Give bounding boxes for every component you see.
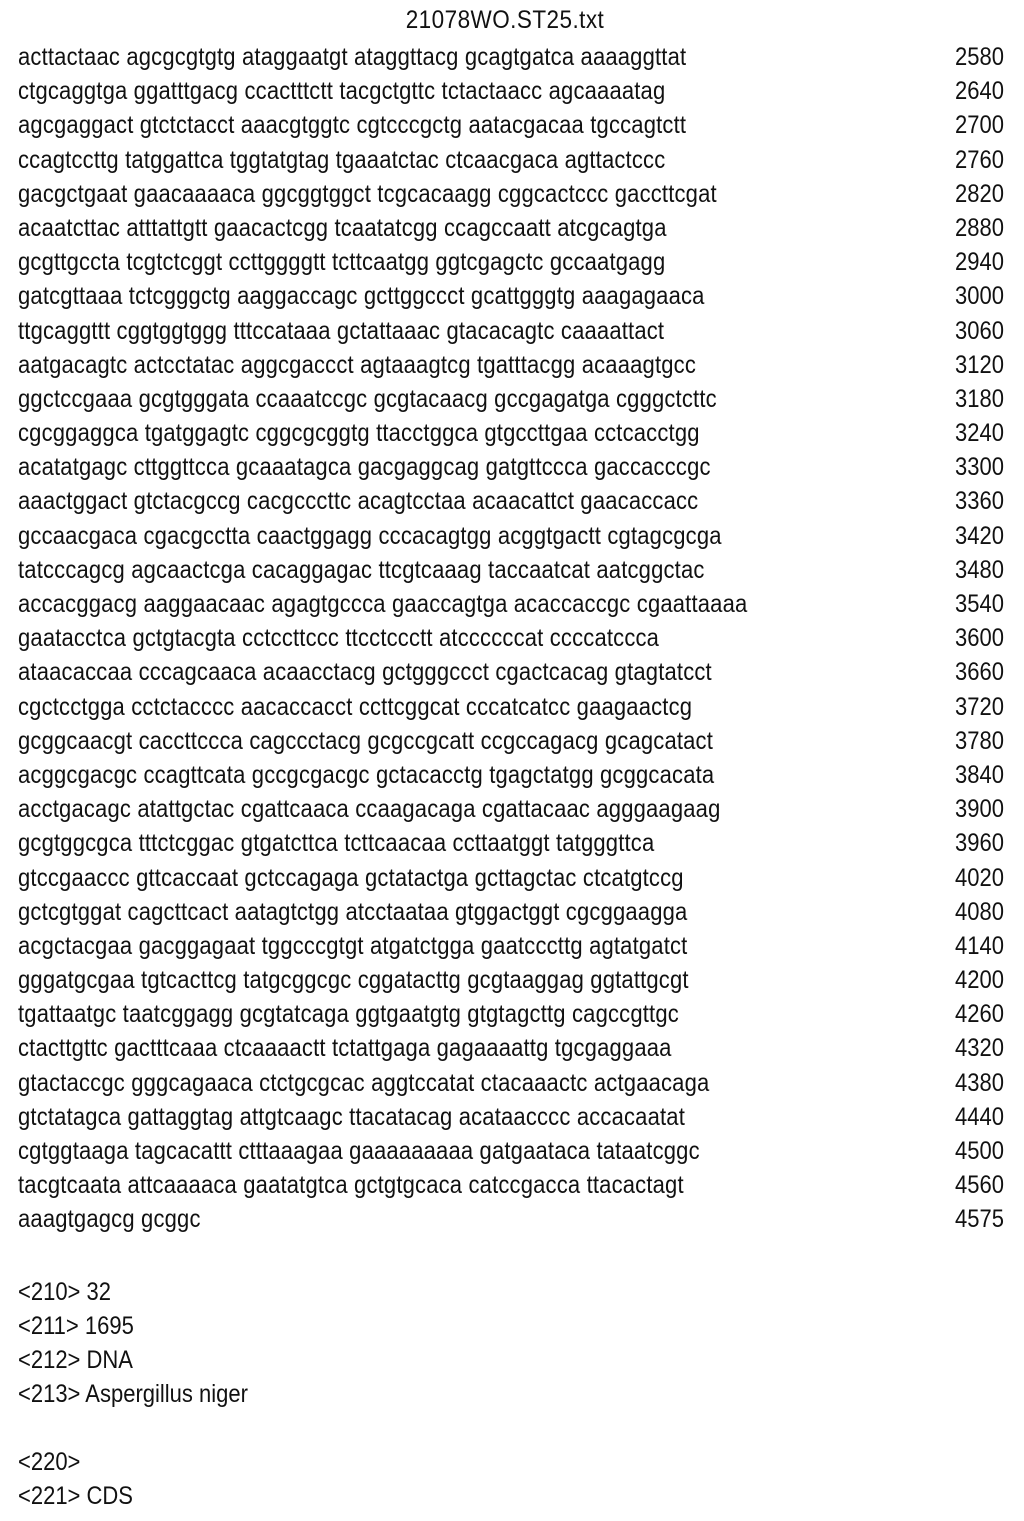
sequence-text: ttgcaggttt cggtggtggg tttccataaa gctattaaac gtacacagtc caaaattact xyxy=(18,316,665,345)
sequence-row xyxy=(18,1100,1008,1134)
sequence-row xyxy=(18,1066,1008,1100)
sequence-row xyxy=(18,826,1008,860)
sequence-text: gtctatagca gattaggtag attgtcaagc ttacatacag acataacccc accacaatat xyxy=(18,1102,685,1131)
sequence-position: 2580 xyxy=(955,43,1004,71)
sequence-position: 4020 xyxy=(955,863,1004,892)
sequence-position: 4380 xyxy=(955,1068,1004,1097)
sequence-position: 3600 xyxy=(955,624,1004,653)
field-211-line: <211> 1695 xyxy=(18,1312,134,1340)
sequence-row xyxy=(18,621,1008,655)
sequence-text: tatcccagcg agcaactcga cacaggagac ttcgtcaaag taccaatcat aatcggctac xyxy=(18,555,705,584)
sequence-text: gctcgtggat cagcttcact aatagtctgg atcctaataa gtggactggt cgcggaagga xyxy=(18,897,688,926)
sequence-position: 4500 xyxy=(955,1137,1004,1165)
sequence-text: accacggacg aaggaacaac agagtgccca gaaccagtga acaccaccgc cgaattaaaa xyxy=(18,590,748,618)
sequence-text: gtactaccgc gggcagaaca ctctgcgcac aggtccatat ctacaaactc actgaacaga xyxy=(18,1068,710,1097)
sequence-row xyxy=(18,895,1008,929)
sequence-position: 4575 xyxy=(955,1205,1004,1234)
sequence-position: 2640 xyxy=(955,77,1004,106)
sequence-row xyxy=(18,792,1008,826)
sequence-text: ataacaccaa cccagcaaca acaacctacg gctgggccct cgactcacag gtagtatcct xyxy=(18,658,712,687)
sequence-row xyxy=(18,40,1008,74)
sequence-position: 3660 xyxy=(955,658,1004,687)
sequence-row xyxy=(18,1031,1008,1065)
field-213-line: <213> Aspergillus niger xyxy=(18,1380,248,1408)
sequence-text: acttactaac agcgcgtgtg ataggaatgt ataggttacg gcagtgatca aaaaggttat xyxy=(18,43,687,71)
sequence-row xyxy=(18,963,1008,997)
sequence-text: aatgacagtc actcctatac aggcgaccct agtaaagtcg tgatttacgg acaaagtgcc xyxy=(18,350,696,379)
sequence-text: ccagtccttg tatggattca tggtatgtag tgaaatctac ctcaacgaca agttactccc xyxy=(18,145,666,174)
sequence-row xyxy=(18,450,1008,484)
sequence-position: 3900 xyxy=(955,795,1004,824)
sequence-row xyxy=(18,690,1008,724)
sequence-row xyxy=(18,655,1008,689)
sequence-position: 3540 xyxy=(955,590,1004,618)
sequence-position: 3180 xyxy=(955,384,1004,413)
sequence-text: tacgtcaata attcaaaaca gaatatgtca gctgtgcaca catccgacca ttacactagt xyxy=(18,1171,684,1200)
sequence-position: 3780 xyxy=(955,726,1004,755)
sequence-position: 3840 xyxy=(955,760,1004,789)
sequence-text: gatcgttaaa tctcgggctg aaggaccagc gcttggccct gcattgggtg aaagagaaca xyxy=(18,282,705,311)
sequence-row xyxy=(18,348,1008,382)
sequence-text: gtccgaaccc gttcaccaat gctccagaga gctatactga gcttagctac ctcatgtccg xyxy=(18,863,684,892)
sequence-text: ctacttgttc gactttcaaa ctcaaaactt tctattgaga gagaaaattg tgcgaggaaa xyxy=(18,1034,672,1063)
sequence-text: gcgttgccta tcgtctcggt ccttggggtt tcttcaatgg ggtcgagctc gccaatgagg xyxy=(18,248,666,277)
sequence-row xyxy=(18,484,1008,518)
sequence-text: gaatacctca gctgtacgta cctccttccc ttcctccctt atccccccat ccccatccca xyxy=(18,624,660,653)
sequence-position: 2700 xyxy=(955,111,1004,140)
sequence-text: acatatgagc cttggttcca gcaaatagca gacgaggcag gatgttccca gaccacccgc xyxy=(18,453,711,482)
sequence-row xyxy=(18,416,1008,450)
sequence-row xyxy=(18,861,1008,895)
sequence-row xyxy=(18,1168,1008,1202)
sequence-position: 4260 xyxy=(955,1000,1004,1029)
sequence-position: 3720 xyxy=(955,692,1004,721)
sequence-position: 3960 xyxy=(955,829,1004,858)
sequence-position: 3000 xyxy=(955,282,1004,311)
sequence-text: cgcggaggca tgatggagtc cggcgcggtg ttacctggca gtgccttgaa cctcacctgg xyxy=(18,419,700,448)
sequence-row xyxy=(18,211,1008,245)
sequence-text: acctgacagc atattgctac cgattcaaca ccaagacaga cgattacaac agggaagaag xyxy=(18,795,721,824)
sequence-text: ctgcaggtga ggatttgacg ccactttctt tacgctgttc tctactaacc agcaaaatag xyxy=(18,77,666,106)
sequence-text: gcgtggcgca tttctcggac gtgatcttca tcttcaacaa ccttaatggt tatgggttca xyxy=(18,829,655,858)
sequence-text: acggcgacgc ccagttcata gccgcgacgc gctacacctg tgagctatgg gcggcacata xyxy=(18,760,715,789)
sequence-row xyxy=(18,245,1008,279)
sequence-position: 3360 xyxy=(955,487,1004,516)
sequence-row xyxy=(18,108,1008,142)
field-221-line: <221> CDS xyxy=(18,1482,133,1510)
sequence-position: 4560 xyxy=(955,1171,1004,1200)
sequence-text: gacgctgaat gaacaaaaca ggcggtggct tcgcacaagg cggcactccc gaccttcgat xyxy=(18,179,717,208)
sequence-text: acgctacgaa gacggagaat tggcccgtgt atgatctgga gaatcccttg agtatgatct xyxy=(18,931,688,960)
sequence-position: 3060 xyxy=(955,316,1004,345)
document-title: 21078WO.ST25.txt xyxy=(405,6,605,34)
sequence-row xyxy=(18,143,1008,177)
sequence-text: aaagtgagcg gcggc xyxy=(18,1205,201,1234)
sequence-text: gggatgcgaa tgtcacttcg tatgcggcgc cggatacttg gcgtaaggag ggtattgcgt xyxy=(18,966,689,995)
sequence-text: gccaacgaca cgacgcctta caactggagg cccacagtgg acggtgactt cgtagcgcga xyxy=(18,521,722,550)
sequence-row xyxy=(18,758,1008,792)
sequence-position: 4140 xyxy=(955,931,1004,960)
sequence-position: 2760 xyxy=(955,145,1004,174)
sequence-position: 2880 xyxy=(955,213,1004,242)
sequence-row xyxy=(18,519,1008,553)
sequence-position: 3300 xyxy=(955,453,1004,482)
field-210-line: <210> 32 xyxy=(18,1278,111,1306)
sequence-position: 4320 xyxy=(955,1034,1004,1063)
sequence-position: 3480 xyxy=(955,555,1004,584)
field-212-line: <212> DNA xyxy=(18,1346,133,1374)
sequence-text: tgattaatgc taatcggagg gcgtatcaga ggtgaatgtg gtgtagcttg cagccgttgc xyxy=(18,1000,679,1029)
sequence-text: acaatcttac atttattgtt gaacactcgg tcaatatcgg ccagccaatt atcgcagtga xyxy=(18,213,667,242)
sequence-row xyxy=(18,314,1008,348)
sequence-text: agcgaggact gtctctacct aaacgtggtc cgtcccgctg aatacgacaa tgccagtctt xyxy=(18,111,687,140)
sequence-text: ggctccgaaa gcgtgggata ccaaatccgc gcgtacaacg gccgagatga cgggctcttc xyxy=(18,384,717,413)
sequence-text: cgtggtaaga tagcacattt ctttaaagaa gaaaaaaaaa gatgaataca tataatcggc xyxy=(18,1137,700,1165)
sequence-position: 3420 xyxy=(955,521,1004,550)
sequence-position: 3240 xyxy=(955,419,1004,448)
sequence-text: gcggcaacgt caccttccca cagccctacg gcgccgcatt ccgccagacg gcagcatact xyxy=(18,726,714,755)
sequence-row xyxy=(18,177,1008,211)
sequence-position: 2940 xyxy=(955,248,1004,277)
sequence-position: 2820 xyxy=(955,179,1004,208)
sequence-row xyxy=(18,587,1008,621)
sequence-position: 3120 xyxy=(955,350,1004,379)
sequence-row xyxy=(18,929,1008,963)
sequence-row xyxy=(18,1134,1008,1168)
sequence-row xyxy=(18,1202,1008,1236)
sequence-row xyxy=(18,279,1008,313)
sequence-text: aaactggact gtctacgccg cacgcccttc acagtcctaa acaacattct gaacaccacc xyxy=(18,487,699,516)
sequence-row xyxy=(18,997,1008,1031)
sequence-position: 4200 xyxy=(955,966,1004,995)
sequence-position: 4080 xyxy=(955,897,1004,926)
sequence-listing xyxy=(18,40,1008,1237)
sequence-position: 4440 xyxy=(955,1102,1004,1131)
sequence-text: cgctcctgga cctctacccc aacaccacct ccttcggcat cccatcatcc gaagaactcg xyxy=(18,692,693,721)
field-220-line: <220> xyxy=(18,1448,81,1476)
sequence-row xyxy=(18,724,1008,758)
sequence-row xyxy=(18,382,1008,416)
sequence-row xyxy=(18,553,1008,587)
sequence-row xyxy=(18,74,1008,108)
